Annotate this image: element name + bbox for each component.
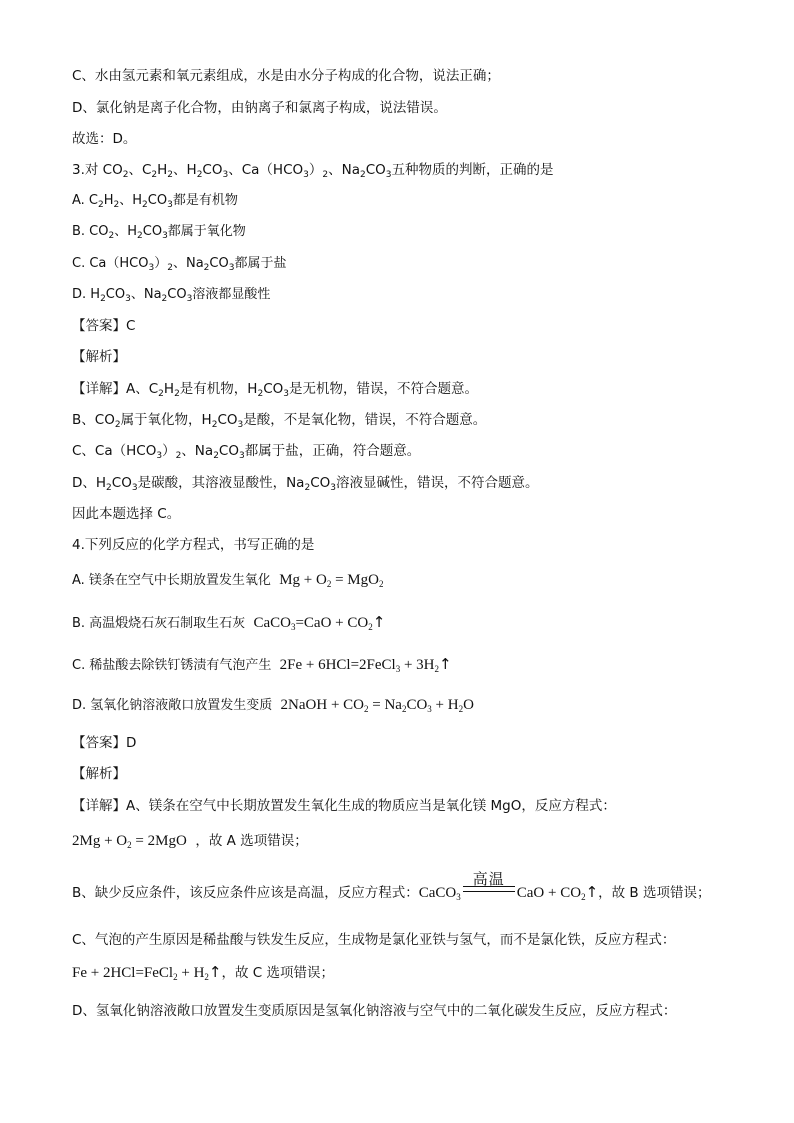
option-d: D. $H_2CO_3$、$Na_2CO_3$溶液都显酸性 <box>72 287 271 304</box>
explanation-line: 【详解】A、镁条在空气中长期放置发生氧化生成的物质应当是氧化镁 MgO，反应方程式： <box>72 798 616 814</box>
text-line: 故选：D。 <box>72 131 137 147</box>
explanation-line: C、$Ca(HCO_3)_2$、$Na_2CO_3$都属于盐，正确，符合题意。 <box>72 443 421 461</box>
conclusion-line: 因此本题选择 C。 <box>72 506 181 522</box>
analysis-label: 【解析】 <box>72 766 126 782</box>
analysis-label: 【解析】 <box>72 349 126 365</box>
text-line: D、氯化钠是离子化合物，由钠离子和氯离子构成，说法错误。 <box>72 100 447 116</box>
text-line: C、水由氢元素和氧元素组成，水是由水分子构成的化合物，说法正确； <box>72 68 500 84</box>
explanation-line: B、缺少反应条件，该反应条件应该是高温，反应方程式：CaCO$_3$ 高温 CaO + $CO_2↑$，故 B 选项错误； <box>72 870 711 902</box>
option-d: D. 氢氧化钠溶液敞口放置发生变质 2NaOH + $CO_2 = Na_2CO_3 + H_2O$ <box>72 697 474 714</box>
option-c: C. $Ca(HCO_3)_2$、$Na_2CO_3$都属于盐 <box>72 256 287 273</box>
answer-label: 【答案】D <box>72 735 137 751</box>
equation: $Mg + O_2 = MgO_2$ <box>279 572 384 589</box>
question-4-stem: 4.下列反应的化学方程式，书写正确的是 <box>72 537 315 553</box>
equation: 2NaOH + $CO_2 = Na_2CO_3 + H_2O$ <box>280 697 474 714</box>
explanation-line: B、$CO_2$属于氧化物，$H_2CO_3$是酸，不是氧化物，错误，不符合题意。 <box>72 412 487 430</box>
reaction-condition: 高温 <box>463 891 515 897</box>
explanation-line: $2Mg + O_2 = 2MgO$ ，故 A 选项错误； <box>72 833 308 850</box>
option-b: B. $CO_2$、$H_2CO_3$都属于氧化物 <box>72 224 246 241</box>
option-c: C. 稀盐酸去除铁钉锈渍有气泡产生 2Fe + 6HCl=2FeCl$_3$ + $3H_2↑$ <box>72 655 452 674</box>
option-a: A. 镁条在空气中长期放置发生氧化 $Mg + O_2 = MgO_2$ <box>72 572 384 589</box>
equation: 2Fe + 6HCl=2FeCl$_3$ + $3H_2↑$ <box>279 655 452 674</box>
option-a: A. $C_2H_2$、$H_2CO_3$都是有机物 <box>72 193 238 210</box>
equation: CaCO$_3$ 高温 CaO + $CO_2↑$ <box>418 870 599 902</box>
question-3-stem: 3.对 $CO_2$、$C_2H_2$、$H_2CO_3$、$Ca(HCO_3)_2$、$Na_2CO_3$五种物质的判断，正确的是 <box>72 162 554 180</box>
explanation-line: C、气泡的产生原因是稀盐酸与铁发生反应，生成物是氯化亚铁与氢气，而不是氯化铁，反应方程式： <box>72 932 676 948</box>
equation: $2Mg + O_2 = 2MgO$ <box>72 833 187 850</box>
explanation-line: D、$H_2CO_3$是碳酸，其溶液显酸性，$Na_2CO_3$溶液显碱性，错误，不符合题意。 <box>72 475 539 493</box>
explanation-line: 【详解】A、$C_2H_2$是有机物，$H_2CO_3$是无机物，错误，不符合题意。 <box>72 381 478 399</box>
answer-label: 【答案】C <box>72 318 136 334</box>
explanation-line: Fe + 2HCl=FeCl$_2$ + $H_2↑$，故 C 选项错误； <box>72 963 334 982</box>
option-b: B. 高温煅烧石灰石制取生石灰 CaCO$_3$=CaO + $CO_2↑$ <box>72 613 386 632</box>
explanation-line: D、氢氧化钠溶液敞口放置发生变质原因是氢氧化钠溶液与空气中的二氧化碳发生反应，反应方程式： <box>72 1003 677 1019</box>
equation: Fe + 2HCl=FeCl$_2$ + $H_2↑$ <box>72 963 222 982</box>
equation: CaCO$_3$=CaO + $CO_2↑$ <box>253 613 386 632</box>
